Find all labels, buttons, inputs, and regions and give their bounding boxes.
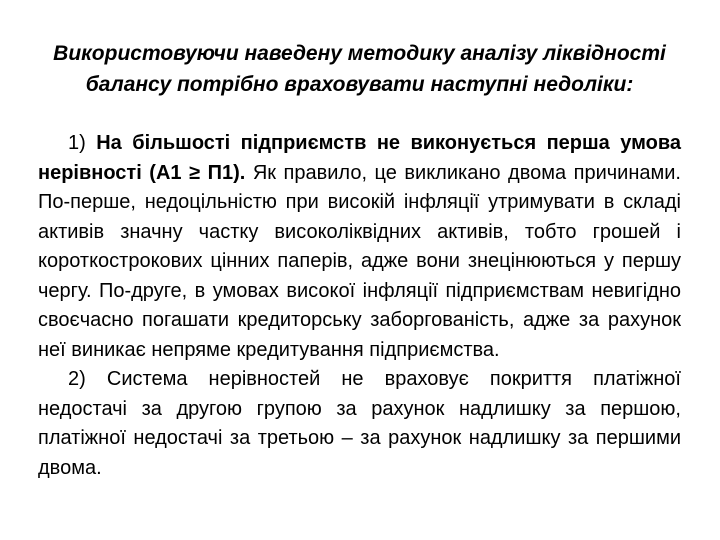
paragraph-1-bold-text: На більшості підприємств не виконується перша умова нерівності (А1 ≥ П1). xyxy=(38,132,681,184)
slide-title xyxy=(38,38,681,100)
title-line-2: балансу потрібно враховувати наступні недоліки: xyxy=(85,73,634,96)
paragraph-2 xyxy=(38,365,681,483)
paragraph-1-body-text: Як правило, це викликано двома причинами. По-перше, недоцільністю при високій інфляції утримувати в складі активів значну частку високоліквідних активів, тобто грошей і короткострокових цінних паперів, адже вони знецінюються у першу чергу. По-друге, в умовах високої інфляції підприємствам невигідно своєчасно погашати кредиторську заборгованість, адже за рахунок неї виникає непряме кредитування підприємства. xyxy=(38,161,681,361)
paragraph-1-number: 1) xyxy=(68,132,86,154)
paragraph-2-body-text: Система нерівностей не враховує покриття платіжної недостачі за другою групою за рахунок надлишку за першою, платіжної недостачі за третьою – за рахунок надлишку за першими двома. xyxy=(38,368,681,479)
paragraph-2-number: 2) xyxy=(68,368,86,390)
title-line-1: Використовуючи наведену методику аналізу ліквідності xyxy=(53,42,666,65)
paragraph-1 xyxy=(38,129,681,365)
